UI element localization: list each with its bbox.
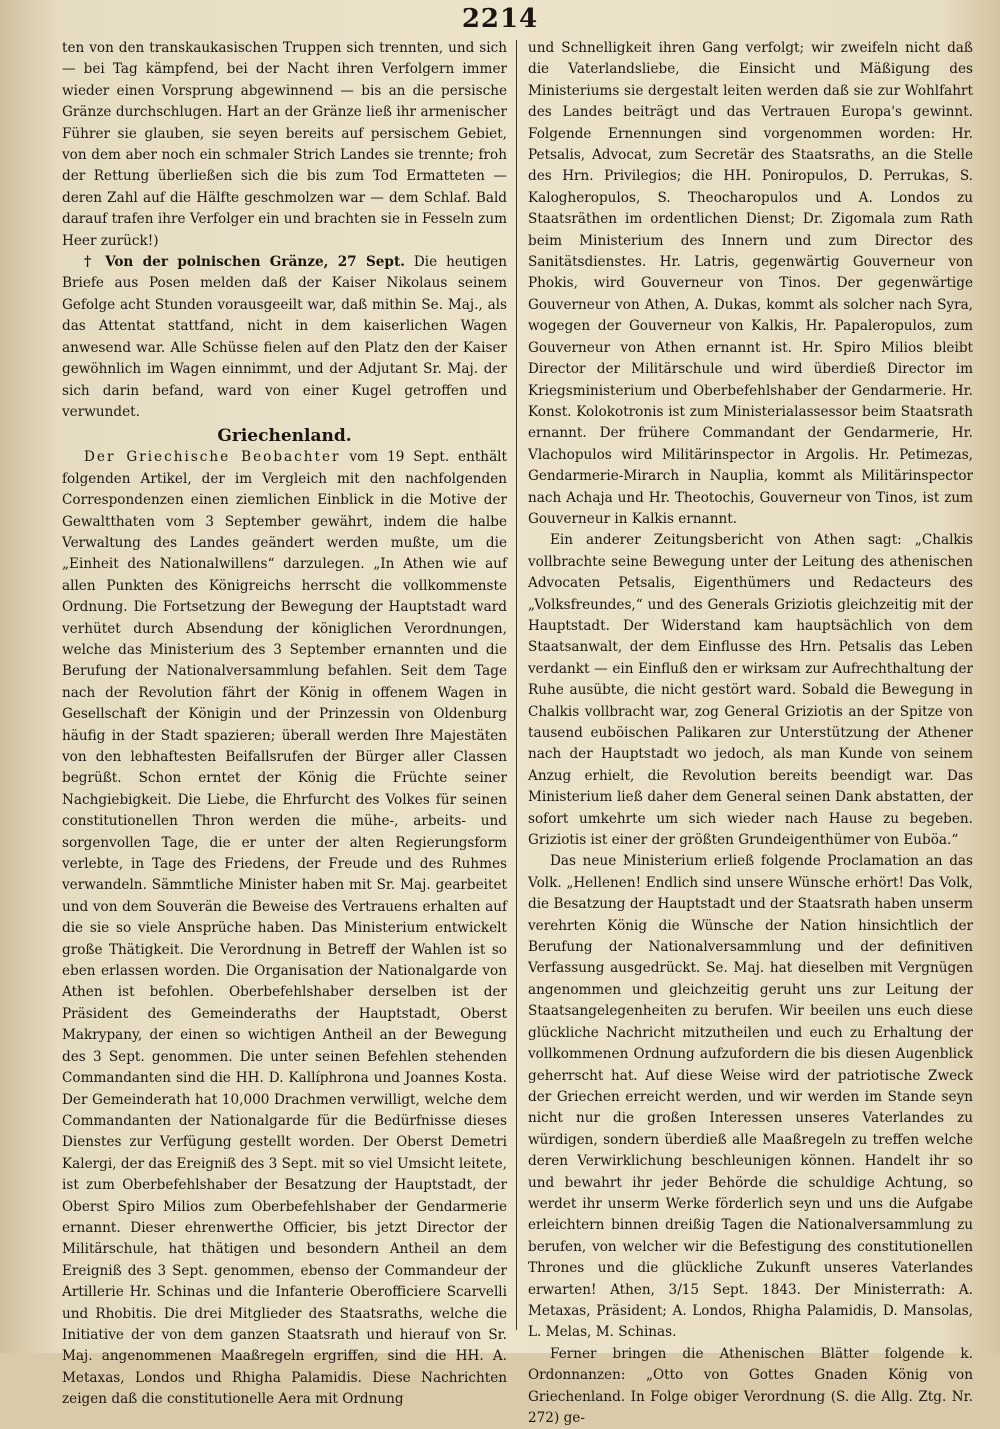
dateline: † Von der polnischen Gränze, 27 Sept. bbox=[84, 254, 405, 271]
article-continuation: ten von den transkaukasischen Truppen sich trennten, und sich — bei Tag kämpfend, bei der Nacht ihren Verfolgern immer wieder einen Vorsprung abgewinnend — bis an die persische Gränze durchschlugen. Hart an der Gränze ließ ihr armenischer Führer sie glauben, sie seyen bereits auf persischem Gebiet, von dem aber noch ein schmaler Strich Landes sie trennte; froh der Rettung überließen sich die bis zum Tod Ermatteten — deren Zahl auf die Hälfte geschmolzen war — dem Schlaf. Bald darauf trafen ihre Verfolger ein und brachten sie in Fesseln zum Heer zurück!) bbox=[62, 40, 507, 249]
article-greece-continuation: und Schnelligkeit ihren Gang verfolgt; wir zweifeln nicht daß die Vaterlandsliebe, die Einsicht und Mäßigung des Ministeriums sie dergestalt leiten werden daß sie zur Wohlfahrt des Landes beiträgt und das Vertrauen Europa's gewinnt. Folgende Ernennungen sind vorgenommen worden: Hr. Petsalis, Advocat, zum Secretär des Staatsraths, an die Stelle des Hrn. Privilegios; die HH. Poniropulos, D. Perrukas, S. Kalogheropulos, S. Theocharopulos und A. Londos zu Staatsräthen im ordentlichen Dienst; Dr. Zigomala zum Rath beim Ministerium des Innern und zum Director des Sanitätsdienstes. Hr. Latris, gegenwärtig Gouverneur von Phokis, wird Gouverneur von Tinos. Der gegenwärtige Gouverneur von Athen, A. Dukas, kommt als solcher nach Syra, wogegen der Gouverneur von Kalkis, Hr. Papaleropulos, zum Gouverneur von Athen ernannt ist. Hr. Spiro Milios bleibt Director der Militärschule und wird überdieß Director im Kriegsministerium und Oberbefehlshaber der Gendarmerie. Hr. Konst. Kolokotronis ist zum Ministerialassessor beim Staatsrath ernannt. Der frühere Commandant der Gendarmerie, Hr. Vlachopulos wird Militärinspector in Argolis. Hr. Petimezas, Gendarmerie-Mirarch in Nauplia, kommt als Militärinspector nach Achaja und Hr. Theotochis, Gouverneur von Tinos, ist zum Gouverneur in Kalkis ernannt. bbox=[528, 40, 973, 527]
article-chalkis-report: Ein anderer Zeitungsbericht von Athen sagt: „Chalkis vollbrachte seine Bewegung unter der Leitung des athenischen Advocaten Petsalis, Eigenthümers und Redacteurs des „Volksfreundes,“ und des Generals Griziotis gleichzeitig mit der Hauptstadt. Der Widerstand kam hauptsächlich von dem Staatsanwalt, der dem Einflusse des Hrn. Petsalis das Leben verdankt — ein Einfluß den er wirksam zur Aufrechthaltung der Ruhe ausübte, die nicht gestört ward. Sobald die Bewegung in Chalkis vollbracht war, zog General Griziotis an der Spitze von tausend euböischen Palikaren zur Unterstützung der Athener nach der Hauptstadt wo jedoch, als man Kunde von seinem Anzug erhielt, die Revolution bereits beendigt war. Das Ministerium ließ daher dem General seinen Dank abstatten, der sofort umkehrte um sich wieder nach Hause zu begeben. Griziotis ist einer der größten Grundeigenthümer von Euböa.“ bbox=[528, 532, 973, 849]
column-divider bbox=[516, 40, 517, 1330]
article-proclamation: Das neue Ministerium erließ folgende Proclamation an das Volk. „Hellenen! Endlich sind unsere Wünsche erhört! Das Volk, die Besatzung der Hauptstadt und der Staatsrath haben unserm verehrten König die Wünsche der Nation hinsichtlich der Berufung der Nationalversammlung und der definitiven Verfassung ausgedrückt. Se. Maj. hat dieselben mit Vergnügen angenommen und gleichzeitig geruht uns zur Leitung der Staatsangelegenheiten zu berufen. Wir beeilen uns euch diese glückliche Nachricht mitzutheilen und euch zu Erhaltung der vollkommenen Ordnung aufzufordern die bis diesen Augenblick geherrscht hat. Auf diese Weise wird der patriotische Zweck der Griechen erreicht werden, und wir werden im Stande seyn nicht nur die großen Interessen unseres Vaterlandes zu würdigen, sondern überdieß alle Maaßregeln zu treffen welche deren Verwirklichung beschleunigen können. Handelt ihr so und bewahrt ihr jeder Behörde die schuldige Achtung, so werdet ihr unserm Werke förderlich seyn und uns die Aufgabe erleichtern binnen dreißig Tagen die Nationalversammlung zu berufen, von welcher wir die Befestigung des constitutionellen Thrones und die glückliche Zukunft unseres Vaterlandes erwarten! Athen, 3/15 Sept. 1843. Der Ministerrath: A. Metaxas, Präsident; A. Londos, Rhigha Palamidis, D. Mansolas, L. Melas, M. Schinas. bbox=[528, 853, 973, 1341]
article-ordinances: Ferner bringen die Athenischen Blätter folgende k. Ordonnanzen: „Otto von Gottes Gnaden König von Griechenland. In Folge obiger Verordnung (S. die Allg. Ztg. Nr. 272) ge- bbox=[528, 1345, 973, 1426]
left-column bbox=[62, 38, 507, 1408]
section-heading-greece: Griechenland. bbox=[217, 426, 352, 447]
article-greece bbox=[62, 447, 507, 1410]
right-column bbox=[528, 38, 973, 1426]
article-polish-border-body: Die heutigen Briefe aus Posen melden daß der Kaiser Nikolaus seinem Gefolge acht Stunden vorausgeeilt war, daß mithin Se. Maj., als das Attentat stattfand, nicht in dem kaiserlichen Wagen anwesend war. Alle Schüsse fielen auf den Platz den der Kaiser gewöhnlich im Wagen einnimmt, und der Adjutant Sr. Maj. der sich darin befand, ward von einer Kugel getroffen und verwundet. bbox=[62, 254, 507, 420]
article-polish-border bbox=[62, 252, 507, 423]
source-name: Der Griechische Beobachter bbox=[84, 449, 341, 466]
article-greece-body: vom 19 Sept. enthält folgenden Artikel, der im Vergleich mit den nachfolgenden Correspondenzen einen ziemlichen Einblick in die Motive der Gewaltthaten vom 3 September gewährt, indem die halbe Verwaltung des Landes geändert werden mußte, um die „Einheit des Nationalwillens“ darzulegen. „In Athen wie auf allen Punkten des Königreichs herrscht die vollkommenste Ordnung. Die Fortsetzung der Bewegung der Hauptstadt ward verhütet durch Absendung der königlichen Verordnungen, welche das Ministerium des 3 September ernannten und die Berufung der Nationalversammlung befahlen. Seit dem Tage nach der Revolution fährt der König in offenem Wagen in Gesellschaft der Königin und der Prinzessin von Oldenburg häufig in der Stadt spazieren; überall werden Ihre Majestäten von den lebhaftesten Beifallsrufen der Bürger aller Classen begrüßt. Schon erntet der König die Früchte seiner Nachgiebigkeit. Die Liebe, die Ehrfurcht des Volkes für seinen constitutionellen Thron werden die mühe-, arbeits- und sorgenvollen Tage, die er unter der alten Regierungsform verlebte, in Tage des Friedens, der Freude und des Ruhmes verwandeln. Sämmtliche Minister haben mit Sr. Maj. gearbeitet und von dem Souverän die Beweise des Vertrauens erhalten auf die sie so viele Ansprüche haben. Das Ministerium entwickelt große Thätigkeit. Die Verordnung in Betreff der Wahlen ist so eben erlassen worden. Die Organisation der Nationalgarde von Athen ist befohlen. Oberbefehlshaber derselben ist der Präsident des Gemeinderaths der Hauptstadt, Oberst Makrypany, der einen so wichtigen Antheil an der Bewegung des 3 Sept. genommen. Die unter seinen Befehlen stehenden Commandanten sind die HH. D. Kallíphrona und Joannes Kosta. Der Gemeinderath hat 10,000 Drachmen verwilligt, welche dem Commandanten der Nationalgarde für die Bedürfnisse dieses Dienstes zur Verfügung gestellt worden. Der Oberst Demetri Kalergi, der das Ereigniß des 3 Sept. mit so viel Umsicht leitete, ist zum Oberbefehlshaber der Besatzung der Hauptstadt, der Oberst Spiro Milios zum Oberbefehlshaber der Gendarmerie ernannt. Dieser ehrenwerthe Officier, bis jetzt Director der Militärschule, hat thätigen und besondern Antheil an dem Ereigniß des 3 Sept. genommen, ebenso der Commandeur der Artillerie Hr. Schinas und die Infanterie Oberofficiere Scarvelli und Rhobitis. Die drei Mitglieder des Staatsraths, welche die Initiative der von dem ganzen Staatsrath und hierauf von Sr. Maj. angenommenen Maaßregeln ergriffen, sind die HH. A. Metaxas, Londos und Rhigha Palamidis. Diese Nachrichten zeigen daß die constitutionelle Aera mit Ordnung bbox=[62, 449, 507, 1408]
page-number: 2214 bbox=[461, 4, 539, 34]
